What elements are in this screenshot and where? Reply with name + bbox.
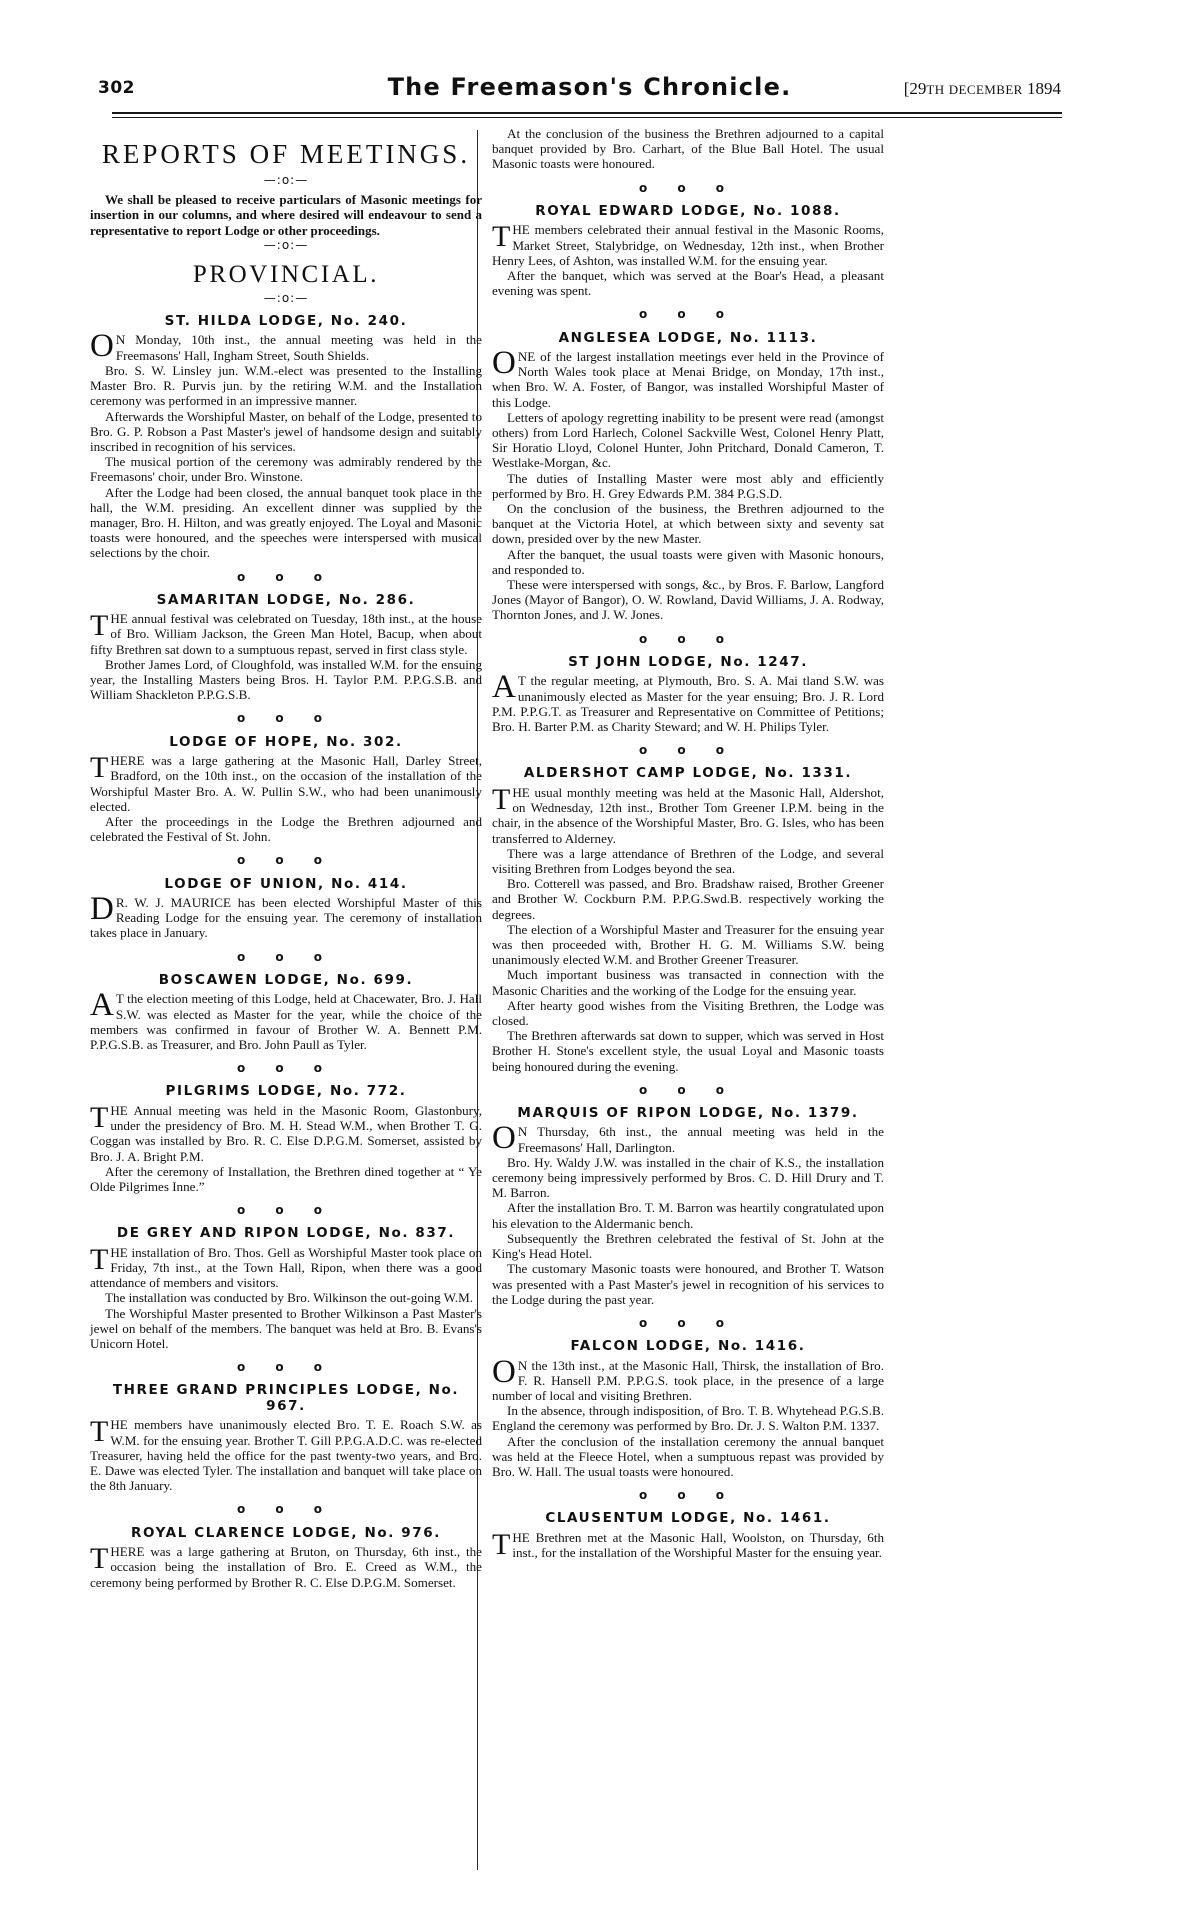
lodge-heading: DE GREY AND RIPON LODGE, No. 837. — [116, 1225, 456, 1242]
issue-date-bracket: [ — [903, 79, 910, 98]
section-separator: o o o — [236, 711, 336, 726]
drop-cap: A — [90, 987, 114, 1024]
lodge-paragraph: The installation was conducted by Bro. Wilkinson the out-going W.M. — [105, 1290, 473, 1306]
lodge-paragraph: The duties of Installing Master were most ably and efficiently performed by Bro. H. Grey Edwards P.M. 384 P.G.S.D. — [492, 470, 884, 501]
lodge-lead-paragraph — [90, 611, 482, 657]
lodge-lead-text: HE installation of Bro. Thos. Gell as Worshipful Master took place on Friday, 7th inst., at the Town Hall, Ripon, when there was a good attendance of members and visitors. — [90, 1244, 482, 1291]
section-separator: o o o — [236, 853, 336, 868]
masthead — [0, 70, 1179, 110]
issue-date-ordinal: TH — [926, 82, 945, 97]
lodge-lead-paragraph — [90, 1242, 482, 1291]
drop-cap: O — [90, 328, 114, 365]
lodge-lead-text: HERE was a large gathering at the Masonic Hall, Darley Street, Bradford, on the 10th inst., on the occasion of the installation of the Worshipful Master Bro. A. W. Pullin S.W., who had been unanimously elected. — [90, 753, 482, 814]
lodge-lead-paragraph — [90, 987, 482, 1052]
lodge-paragraph: After the banquet, the usual toasts were given with Masonic honours, and responded to. — [492, 546, 884, 577]
lodge-paragraph: There was a large attendance of Brethren of the Lodge, and several visiting Brethren from Lodges beyond the sea. — [492, 845, 884, 876]
lodge-heading: THREE GRAND PRINCIPLES LODGE, No. 967. — [112, 1382, 460, 1414]
lodge-paragraph: After the conclusion of the installation ceremony the annual banquet was held at the Fleece Hotel, when a sumptuous repast was provided by Bro. W. Hall. The usual toasts were honoured. — [492, 1433, 884, 1480]
lodge-heading: ST JOHN LODGE, No. 1247. — [568, 653, 808, 670]
lodge-lead-text: N Thursday, 6th inst., the annual meeting was held in the Freemasons' Hall, Darlington. — [517, 1124, 884, 1155]
lodge-paragraph: Subsequently the Brethren celebrated the festival of St. John at the King's Head Hotel. — [492, 1230, 884, 1262]
lodge-heading: CLAUSENTUM LODGE, No. 1461. — [545, 1510, 831, 1527]
drop-cap: O — [492, 1353, 516, 1390]
lodge-heading: ROYAL EDWARD LODGE, No. 1088. — [535, 202, 841, 219]
drop-cap: T — [90, 751, 109, 785]
lodge-heading: SAMARITAN LODGE, No. 286. — [156, 591, 416, 608]
lodge-heading: PILGRIMS LODGE, No. 772. — [165, 1083, 407, 1100]
section-separator: o o o — [638, 1488, 738, 1503]
publication-title: The Freemason's Chronicle. — [387, 73, 792, 101]
lodge-lead-text: R. W. J. MAURICE has been elected Worshipful Master of this Reading Lodge for the ensuing year. The ceremony of installation takes place in January. — [90, 895, 482, 941]
masthead-rule-thin — [112, 117, 1062, 118]
issue-date-day: 29 — [909, 79, 927, 98]
right-column — [492, 126, 884, 1560]
lodge-heading: LODGE OF UNION, No. 414. — [164, 875, 408, 892]
section-separator: o o o — [638, 743, 738, 758]
ornament-rule: —:o:— — [263, 290, 309, 305]
lodge-paragraph: After the proceedings in the Lodge the Brethren adjourned and celebrated the Festival of St. John. — [90, 813, 482, 845]
lodge-lead-text: HE members have unanimously elected Bro. T. E. Roach S.W. as W.M. for the ensuing year. Brother T. Gill P.P.G.A.D.C. was re-elected Treasurer, having held the office for the past twenty-two years, and Bro. E. Dawe was elected Tyler. The installation and banquet will take place on the 8th January. — [90, 1417, 482, 1494]
section-separator: o o o — [236, 1502, 336, 1517]
lodge-lead-text: T the election meeting of this Lodge, held at Chacewater, Bro. J. Hall S.W. was elected as Master for the year, while the choice of the members was confirmed in favour of Brother W. A. Bennett P.M. P.P.G.S.B. as Treasurer, and Bro. John Paull as Tyler. — [90, 991, 482, 1052]
section-separator: o o o — [236, 1203, 336, 1218]
section-separator: o o o — [236, 1360, 336, 1375]
lodge-paragraph: On the conclusion of the business, the Brethren adjourned to the banquet at the Victoria Hotel, at which between sixty and seventy sat down, presided over by the new Master. — [492, 501, 884, 547]
lodge-paragraph: After the installation Bro. T. M. Barron was heartily congratulated upon his elevation to the Aldermanic bench. — [492, 1200, 884, 1231]
lodge-heading: ST. HILDA LODGE, No. 240. — [164, 312, 408, 329]
lodge-paragraph: Bro. S. W. Linsley jun. W.M.-elect was presented to the Installing Master Bro. R. Purvis jun. by the retiring W.M. and the Installation ceremony was performed in an impressive manner. — [90, 362, 482, 409]
lodge-lead-paragraph — [90, 1100, 482, 1164]
lodge-paragraph: In the absence, through indisposition, of Bro. T. B. Whytehead P.G.S.B. England the ceremony was performed by Bro. Dr. J. S. Walton P.M. 1337. — [492, 1403, 884, 1434]
lodge-lead-text: HE annual festival was celebrated on Tuesday, 18th inst., at the house of Bro. William Jackson, the Green Man Hotel, Bacup, when about fifty Brethren sat down to a sumptuous repast, served in first class style. — [90, 611, 482, 657]
lodge-heading: FALCON LODGE, No. 1416. — [570, 1338, 806, 1355]
lodge-heading: ANGLESEA LODGE, No. 1113. — [558, 329, 818, 346]
subsection-title: PROVINCIAL. — [192, 261, 380, 289]
lodge-heading: LODGE OF HOPE, No. 302. — [169, 733, 403, 750]
drop-cap: T — [90, 609, 109, 643]
section-separator: o o o — [638, 631, 738, 646]
lodge-paragraph: Afterwards the Worshipful Master, on behalf of the Lodge, presented to Bro. G. P. Robson a Past Master's jewel of handsome design and suitably inscribed in recognition of his services. — [90, 408, 482, 454]
section-separator: o o o — [236, 1061, 336, 1076]
lodge-paragraph: After the ceremony of Installation, the Brethren dined together at “ Ye Olde Pilgrimes Inne.” — [90, 1163, 482, 1194]
lodge-lead-text: T the regular meeting, at Plymouth, Bro. S. A. Mai tland S.W. was unanimously elected as Master for the year ensuing; Bro. J. R. Lord P.M. P.P.G.T. as Treasurer and Representative on Committee of Petitions; Bro. H. Barter P.M. as Charity Steward; and W. H. Philips Tyler. — [492, 673, 884, 734]
lodge-paragraph: After the banquet, which was served at the Boar's Head, a pleasant evening was spent. — [492, 267, 884, 299]
lodge-lead-paragraph — [492, 669, 884, 734]
drop-cap: T — [492, 220, 511, 254]
lodge-lead-paragraph — [90, 1417, 482, 1493]
drop-cap: T — [492, 782, 511, 816]
lodge-lead-paragraph — [492, 345, 884, 410]
drop-cap: T — [90, 1542, 109, 1576]
lodge-paragraph: Bro. Hy. Waldy J.W. was installed in the chair of K.S., the installation ceremony being impressively performed by Bros. C. D. Hill Drury and T. M. Barron. — [492, 1154, 884, 1201]
lodge-lead-text: HE usual monthly meeting was held at the Masonic Hall, Aldershot, on Wednesday, 12th inst., Brother Tom Greener I.P.M. being in the chair, in the absence of the Worshipful Master, Bro. G. Isles, who has been transferred to Alderney. — [492, 784, 884, 846]
page-title: REPORTS OF MEETINGS. — [101, 139, 471, 169]
drop-cap: A — [492, 669, 516, 706]
editorial-notice: We shall be pleased to receive particulars of Masonic meetings for insertion in our columns, and where desired will endeavour to send a representative to report Lodge or other proceedings. — [90, 191, 482, 238]
lodge-lead-text: HE Annual meeting was held in the Masonic Room, Glastonbury, under the presidency of Bro. M. H. Stead W.M., when Brother T. G. Coggan was installed by Bro. R. C. Else D.P.G.M. Somerset, assisted by Bro. J. A. Bright P.M. — [90, 1102, 482, 1164]
left-column — [90, 126, 482, 1590]
section-separator: o o o — [236, 569, 336, 584]
lodge-lead-text: N Monday, 10th inst., the annual meeting was held in the Freemasons' Hall, Ingham Street, South Shields. — [115, 332, 482, 363]
page-folio-number: 302 — [98, 78, 135, 98]
ornament-rule: —:o:— — [263, 238, 309, 253]
issue-date — [904, 79, 1061, 99]
lodge-paragraph: After hearty good wishes from the Visiting Brethren, the Lodge was closed. — [492, 997, 884, 1028]
drop-cap: D — [90, 891, 114, 928]
drop-cap: O — [492, 1120, 516, 1157]
lodge-lead-paragraph — [492, 782, 884, 846]
lodge-paragraph: The customary Masonic toasts were honoured, and Brother T. Watson was presented with a Past Master's jewel in recognition of his services to the Lodge during the past year. — [492, 1261, 884, 1307]
issue-date-year: 1894 — [1027, 79, 1061, 98]
lodge-lead-paragraph — [492, 1527, 884, 1561]
lodge-lead-text: NE of the largest installation meetings ever held in the Province of North Wales took place at Menai Bridge, on Monday, 17th inst., when Bro. W. A. Foster, of Bangor, was installed Worshipful Master of this Lodge. — [492, 349, 884, 410]
lodge-lead-text: N the 13th inst., at the Masonic Hall, Thirsk, the installation of Bro. F. R. Hansell P.M. P.P.G.S. took place, in the presence of a large number of local and visiting Brethren. — [492, 1357, 884, 1404]
lodge-lead-paragraph — [492, 222, 884, 268]
drop-cap: T — [90, 1415, 109, 1449]
section-separator: o o o — [638, 1315, 738, 1330]
issue-date-month: DECEMBER — [948, 82, 1023, 97]
lodge-lead-paragraph — [492, 1120, 884, 1157]
lodge-paragraph: Brother James Lord, of Cloughfold, was installed W.M. for the ensuing year, the Installing Masters being Bros. H. Taylor P.M. P.P.G.S.B. and William Shackleton P.P.G.S.B. — [90, 656, 482, 703]
continued-paragraph: At the conclusion of the business the Brethren adjourned to a capital banquet provided by Bro. Carhart, of the Blue Ball Hotel. The usual Masonic toasts were honoured. — [492, 126, 884, 172]
lodge-lead-paragraph — [90, 1544, 482, 1590]
lodge-paragraph: Letters of apology regretting inability to be present were read (amongst others) from Lord Harlech, Colonel Sackville West, Colonel Henry Platt, Sir Horatio Lloyd, Colonel Hunter, John Pritchard, Donald Cameron, T. Westlake-Morgan, &c. — [492, 409, 884, 471]
section-separator: o o o — [638, 1082, 738, 1097]
lodge-lead-paragraph — [90, 328, 482, 365]
masthead-rule-thick — [112, 112, 1062, 114]
lodge-paragraph: Much important business was transacted in connection with the Masonic Charities and the working of the Lodge for the ensuing year. — [492, 967, 884, 998]
lodge-paragraph: These were interspersed with songs, &c., by Bros. F. Barlow, Langford Jones (Mayor of Bangor), O. W. Rowland, David Williams, J. A. Rodway, Thornton Jones, and J. W. Jones. — [492, 577, 884, 623]
section-separator: o o o — [638, 180, 738, 195]
lodge-lead-paragraph — [90, 891, 482, 941]
section-separator: o o o — [236, 949, 336, 964]
lodge-paragraph: The musical portion of the ceremony was admirably rendered by the Freemasons' choir, under Bro. Winstone. — [90, 454, 482, 485]
lodge-paragraph: The election of a Worshipful Master and Treasurer for the ensuing year was then proceeded with, Brother H. G. M. Williams S.W. being unanimously elected W.M. and Brother Greener Treasurer. — [492, 921, 884, 968]
lodge-paragraph: The Brethren afterwards sat down to supper, which was served in Host Brother H. Stone's excellent style, the usual Loyal and Masonic toasts being honoured during the evening. — [492, 1028, 884, 1074]
section-separator: o o o — [638, 307, 738, 322]
lodge-lead-text: HERE was a large gathering at Bruton, on Thursday, 6th inst., the occasion being the installation of Bro. E. Creed as W.M., the ceremony being performed by Brother R. C. Else D.P.G.M. Somerset. — [90, 1544, 482, 1590]
lodge-paragraph: Bro. Cotterell was passed, and Bro. Bradshaw raised, Brother Greener and Brother W. Cockburn P.M. P.P.G.Swd.B. respectively working the degrees. — [492, 876, 884, 922]
lodge-lead-text: HE members celebrated their annual festival in the Masonic Rooms, Market Street, Stalybridge, on Wednesday, 12th inst., when Brother Henry Lees, of Ashton, was installed W.M. for the ensuing year. — [492, 222, 884, 268]
drop-cap: O — [492, 345, 516, 382]
drop-cap: T — [90, 1100, 109, 1134]
article-columns — [0, 126, 1179, 1916]
lodge-lead-paragraph — [90, 753, 482, 814]
ornament-rule: —:o:— — [263, 172, 309, 187]
lodge-heading: BOSCAWEN LODGE, No. 699. — [158, 971, 414, 988]
lodge-heading: ROYAL CLARENCE LODGE, No. 976. — [131, 1524, 441, 1541]
lodge-paragraph: After the Lodge had been closed, the annual banquet took place in the hall, the W.M. presiding. An excellent dinner was supplied by the manager, Bro. H. Hilton, and was greatly enjoyed. The Loyal and Masonic toasts were honoured, and the speeches were interspersed with musical selections by the choir. — [90, 484, 482, 561]
lodge-lead-paragraph — [492, 1353, 884, 1404]
lodge-paragraph: The Worshipful Master presented to Brother Wilkinson a Past Master's jewel on behalf of the members. The banquet was held at Bro. B. Evans's Unicorn Hotel. — [90, 1305, 482, 1352]
lodge-lead-text: HE Brethren met at the Masonic Hall, Woolston, on Thursday, 6th inst., for the installation of the Worshipful Master for the ensuing year. — [512, 1529, 884, 1561]
lodge-heading: MARQUIS OF RIPON LODGE, No. 1379. — [517, 1104, 859, 1121]
lodge-heading: ALDERSHOT CAMP LODGE, No. 1331. — [523, 765, 853, 782]
drop-cap: T — [492, 1527, 511, 1561]
drop-cap: T — [90, 1242, 109, 1276]
